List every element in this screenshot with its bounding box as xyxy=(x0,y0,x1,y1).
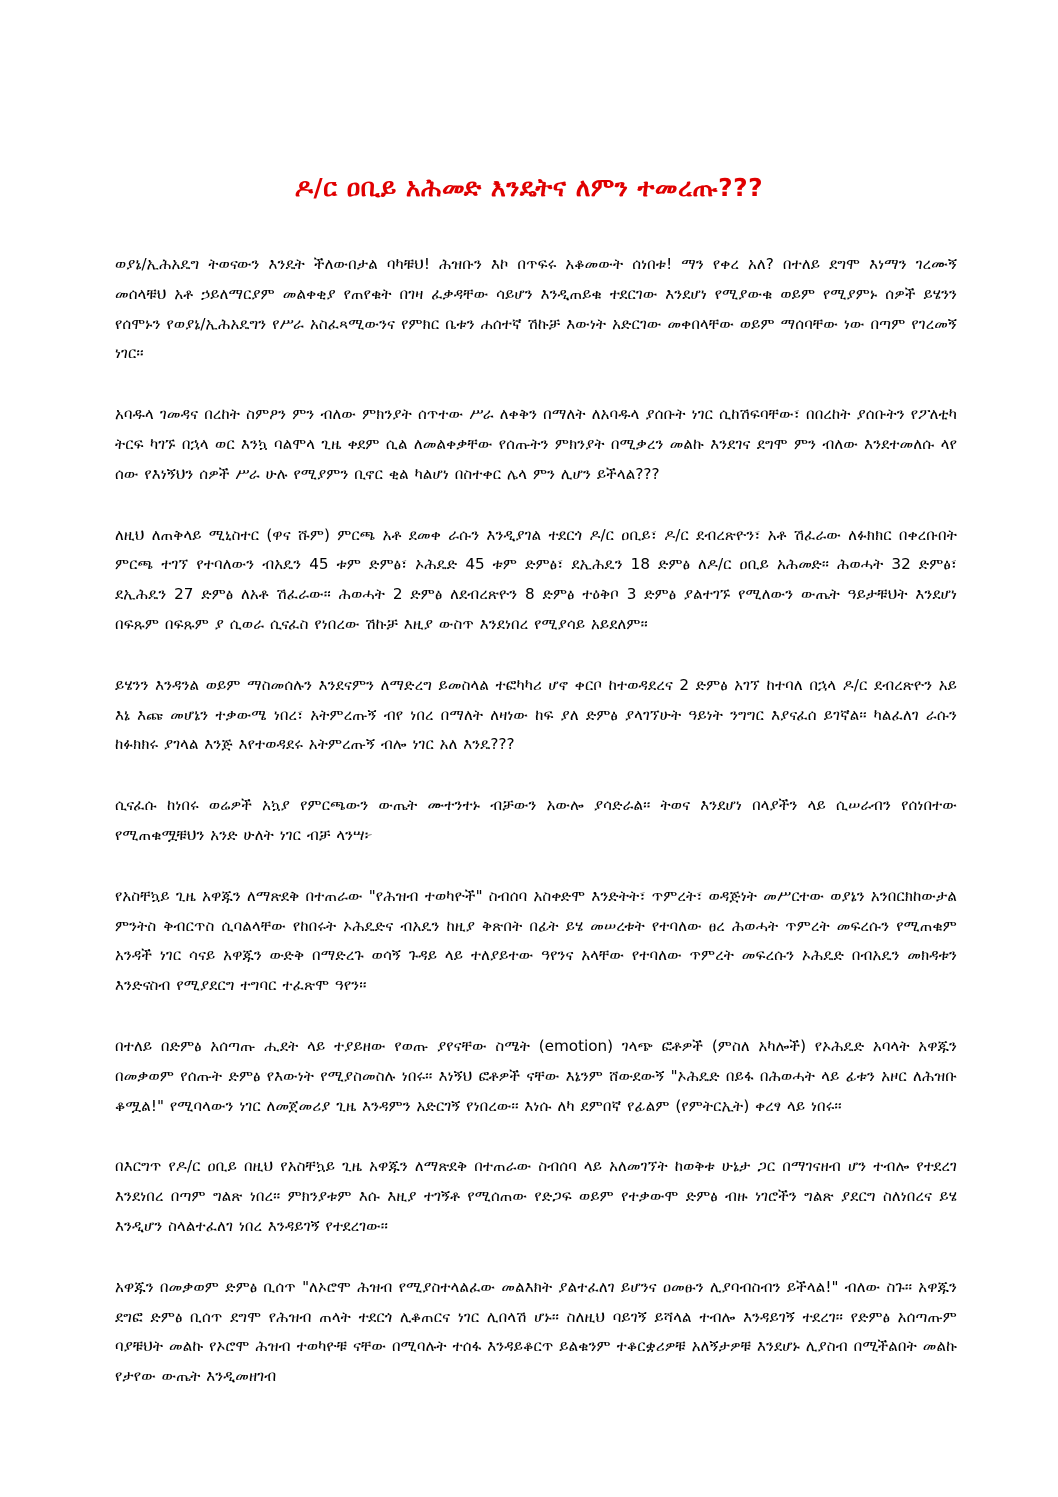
document-body xyxy=(115,250,957,1423)
paragraph-8: በእርግጥ የዶ/ር ዐቢይ በዚህ የአስቸኳይ ጊዜ አዋጁን ለማጽደቅ በተጠራው ስብሰባ ላይ አለመገኘት ከወቅቱ ሁኔታ ጋር በማገናዘብ ሆን ተብሎ የተደረገ እንደነበረ በጣም ግልጽ ነበረ፡፡ ምክንያቱም እሱ እዚያ ተገኝቶ የሚሰጠው የድጋፍ ወይም የተቃውሞ ድምፅ ብዙ ነገሮችን ግልጽ ያደርግ ስለነበረና ይሄ እንዲሆን ስላልተፈለገ ነበረ እንዳይገኝ የተደረገው፡፡ xyxy=(115,1157,957,1235)
paragraph-7: በተለይ በድምፅ አሰጣጡ ሒደት ላይ ተያይዘው የወጡ ያየናቸው ስሜት (emotion) ገላጭ ፎቶዎች (ምስለ አካሎች) የኦሕዴድ አባላት አዋጁን በመቃወም የሰጡት ድምፅ የእውነት የሚያስመስሉ ነበሩ፡፡ እነኝህ ፎቶዎች ናቸው እኔንም ሸውደውኝ "ኦሕዴድ በይፋ በሕወሓት ላይ ፊቱን አዞር ለሕዝቡ ቆሟል!" የሚባላውን ነገር ለመጀመሪያ ጊዜ እንዳምን አድርገኝ የነበረው፡፡ እነሱ ለካ ደምበኛ የፊልም (የምትርኢት) ቀረፃ ላይ ነበሩ፡፡ xyxy=(115,1036,957,1115)
paragraph-5: ሲናፈሱ ከነበሩ ወሬዎች አኳያ የምርጫውን ውጤት ሙተንተኑ ብቻውን አውሎ ያሳድራል፡፡ ትወና እንደሆነ በላያችን ላይ ሲሠራብን የሰነበተው የሚጠቁሟቹህን አንድ ሁለት ነገር ብቻ ላንሣ፦ xyxy=(115,796,957,844)
paragraph-2: አባዱላ ገመዳና በረከት ስምዖን ምን ብለው ምክንያት ሰጥተው ሥራ ለቀቅን በማለት ለአባዱላ ያሰቡት ነገር ሲከሽፍባቸው፣ በበረከት ያሰቡትን የፖለቲካ ትርፍ ካገኙ በኋላ ወር እንኳ ባልሞላ ጊዜ ቀደም ሲል ለመልቀቃቸው የሰጡትን ምክንያት በሚቃረን መልኩ እንደገና ደግሞ ምን ብለው እንደተመለሱ ላየ ሰው የእነኝህን ሰዎች ሥራ ሁሉ የሚያምን ቢኖር ቂል ካልሆነ በስተቀር ሌላ ምን ሊሆን ይችላል??? xyxy=(115,405,957,483)
paragraph-6: የአስቸኳይ ጊዜ አዋጁን ለማጽደቅ በተጠራው "የሕዝብ ተወካዮች" ስብሰባ አስቀድሞ እንድትት፣ ጥምረት፣ ወዳጅነት መሥርተው ወያኔን አንበርክከውታል ምንትስ ቅብርጥስ ሲባልላቸው የከበሩት ኦሕዴድና ብአዴን ከዚያ ቅጽበት በፊት ይሄ መሠረቱት የተባለው ፀረ ሕወሓት ጥምረት መፍረሱን የሚጠቁም አንዳች ነገር ሳናይ አዋጁን ውድቅ በማድረጉ ወሳኝ ጉዳይ ላይ ተለያይተው ዓየንና አላቸው የተባለው ጥምረት መፍረሱን ኦሕዴድ በብአዴን መክዳቱን እንድናስብ የሚያደርግ ተግባር ተፈጽሞ ዓየን፡፡ xyxy=(115,886,957,995)
document-title: ዶ/ር ዐቢይ አሕመድ እንዴትና ለምን ተመረጡ??? xyxy=(294,173,764,202)
paragraph-4: ይሄንን እንዳንል ወይም ማስመሰሉን እንደናምን ለማድረግ ይመስላል ተፎካካሪ ሆኖ ቀርቦ ከተወዳደረና 2 ድምፅ አገኘ ከተባለ በኋላ ዶ/ር ደብረጽዮን አይ እኔ እጩ መሆኔን ተቃውሜ ነበረ፣ አትምረጡኝ ብየ ነበረ በማለት ለዛነው ከፍ ያለ ድምፅ ያላገኘሁት ዓይነት ንግግር እያናፈሰ ይገኛል፡፡ ካልፈለገ ራሱን ከፉክክሩ ያገላል እንጅ እየተወዳደሩ አትምረጡኝ ብሎ ነገር አለ እንዴ??? xyxy=(115,675,957,754)
paragraph-1: ወያኔ/ኢሕአዴግ ትወናውን እንዴት ችለውበታል ባካቹህ! ሕዝቡን እኮ በጥፍሩ አቆመውት ሰነበቱ! ማን የቀረ አለ? በተለይ ደግሞ እነማን ገረሙኝ መሰላቹህ አቶ ኃይለማርያም መልቀቂያ የጠየቁት በገዛ ፈቃዳቸው ሳይሆን እንዲጠይቁ ተደርገው እንደሆነ የሚያውቁ ወይም የሚያምኑ ሰዎች ይሄንን የሰሞኑን የወያኔ/ኢሕአዴግን የሥራ አስፈጻሚውንና የምክር ቤቱን ሐሰተኛ ሽኩቻ እውነት አድርገው መቀበላቸው ወይም ማሰባቸው ነው በጣም የገረመኝ ነገር፡፡ xyxy=(115,255,957,363)
paragraph-3: ለዚህ ለጠቅላይ ሚኒስተር (ዋና ሹም) ምርጫ አቶ ደመቀ ራሱን እንዲያገል ተደርጎ ዶ/ር ዐቢይ፣ ዶ/ር ደብረጽዮን፣ አቶ ሽፈራው ለፉክክር በቀረቡበት ምርጫ ተገኘ የተባለውን ብአዴን 45 ቱም ድምፅ፣ ኦሕዴድ 45 ቱም ድምፅ፣ ደኢሕዴን 18 ድምፅ ለዶ/ር ዐቢይ አሕመድ፡፡ ሕወሓት 32 ድምፅ፣ ደኢሕዴን 27 ድምፅ ለአቶ ሽፈራው፡፡ ሕወሓት 2 ድምፅ ለደብረጽዮን 8 ድምፅ ተዕቅቦ 3 ድምፅ ያልተገኙ የሚለውን ውጤት ዓይታቹህት እንደሆነ በፍጹም በፍጹም ያ ሲወራ ሲናፈስ የነበረው ሽኩቻ እዚያ ውስጥ እንደነበረ የሚያሳይ አይደለም፡፡ xyxy=(115,525,957,633)
paragraph-9: አዋጁን በመቃወም ድምፅ ቢሰጥ "ለኦሮሞ ሕዝብ የሚያስተላልፈው መልእክት ያልተፈለገ ይሆንና ዐመፁን ሊያባብስብን ይችላል!" ብለው ስጉ፡፡ አዋጁን ደግፎ ድምፅ ቢሰጥ ደግሞ የሕዝብ ጠላት ተደርጎ ሊቆጠርና ነገር ሊበላሽ ሆኑ፡፡ ስለዚህ ባይገኝ ይሻላል ተብሎ እንዳይገኝ ተደረገ፡፡ የድምፅ አሰጣጡም ባያቹህት መልኩ የኦሮሞ ሕዝብ ተወካዮቹ ናቸው በሚባሉት ተሰፋ እንዳይቆርጥ ይልቁንም ተቆርቋሪዎቹ አለኝታዎቹ እንደሆኑ ሊያስብ በሚችልበት መልኩ የታየው ውጤት እንዲመዘገብ xyxy=(115,1277,957,1386)
